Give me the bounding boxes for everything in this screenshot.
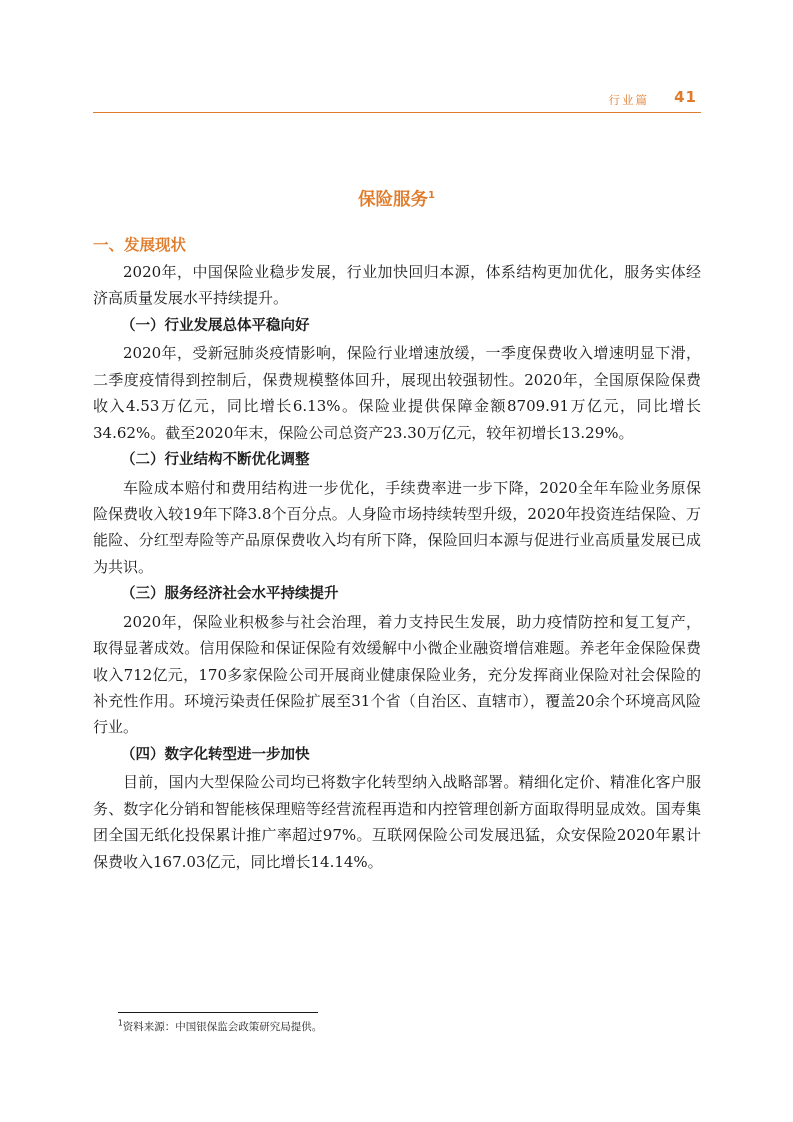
footnote-text: 资料来源：中国银保监会政策研究局提供。 — [122, 1021, 323, 1033]
subheading-industry-stable: （一）行业发展总体平稳向好 — [121, 317, 310, 334]
page-title — [0, 186, 793, 211]
page-header — [93, 88, 701, 110]
paragraph-structure-optimization: 车险成本赔付和费用结构进一步优化，手续费率进一步下降，2020全年车险业务原保险保费收入较19年下降3.8个百分点。人身险市场持续转型升级，2020年投资连结保险、万能险、分红型寿险等产品原保费收入均有所下降，保险回归本源与促进行业高质量发展已成为共识。 — [93, 478, 701, 576]
section-heading-development-status: 一、发展现状 — [93, 236, 187, 254]
header-page-number: 41 — [674, 88, 697, 106]
subheading-digital-transformation: （四）数字化转型进一步加快 — [121, 746, 310, 763]
footnote-mark: 1 — [118, 1018, 123, 1028]
page-title-text: 保险服务 — [358, 190, 429, 210]
subheading-service-economy: （三）服务经济社会水平持续提升 — [121, 586, 339, 603]
paragraph-service-economy: 2020年，保险业积极参与社会治理，着力支持民生发展，助力疫情防控和复工复产，取得显著成效。信用保险和保证保险有效缓解中小微企业融资增信难题。养老年金保险保费收入712亿元，170多家保险公司开展商业健康保险业务，充分发挥商业保险对社会保险的补充性作用。环境污染责任保险扩展至31个省（自治区、直辖市），覆盖20余个环境高风险行业。 — [93, 612, 701, 737]
footnote-divider — [118, 1012, 318, 1013]
header-divider — [93, 112, 701, 113]
footnote — [118, 1019, 322, 1034]
paragraph-industry-stable: 2020年，受新冠肺炎疫情影响，保险行业增速放缓，一季度保费收入增速明显下滑，二季度疫情得到控制后，保费规模整体回升，展现出较强韧性。2020年，全国原保险保费收入4.53万亿元，同比增长6.13%。保险业提供保障金额8709.91万亿元，同比增长34.62%。截至2020年末，保险公司总资产23.30万亿元，较年初增长13.29%。 — [93, 344, 701, 442]
header-section-label: 行业篇 — [608, 93, 649, 107]
paragraph-digital-transformation: 目前，国内大型保险公司均已将数字化转型纳入战略部署。精细化定价、精准化客户服务、数字化分销和智能核保理赔等经营流程再造和内控管理创新方面取得明显成效。国寿集团全国无纸化投保累计推广率超过97%。互联网保险公司发展迅猛，众安保险2020年累计保费收入167.03亿元，同比增长14.14%。 — [93, 773, 701, 871]
intro-paragraph: 2020年，中国保险业稳步发展，行业加快回归本源，体系结构更加优化，服务实体经济高质量发展水平持续提升。 — [93, 263, 701, 308]
subheading-structure-optimization: （二）行业结构不断优化调整 — [121, 452, 310, 469]
title-footnote-mark: 1 — [428, 190, 435, 202]
main-content — [93, 231, 701, 875]
